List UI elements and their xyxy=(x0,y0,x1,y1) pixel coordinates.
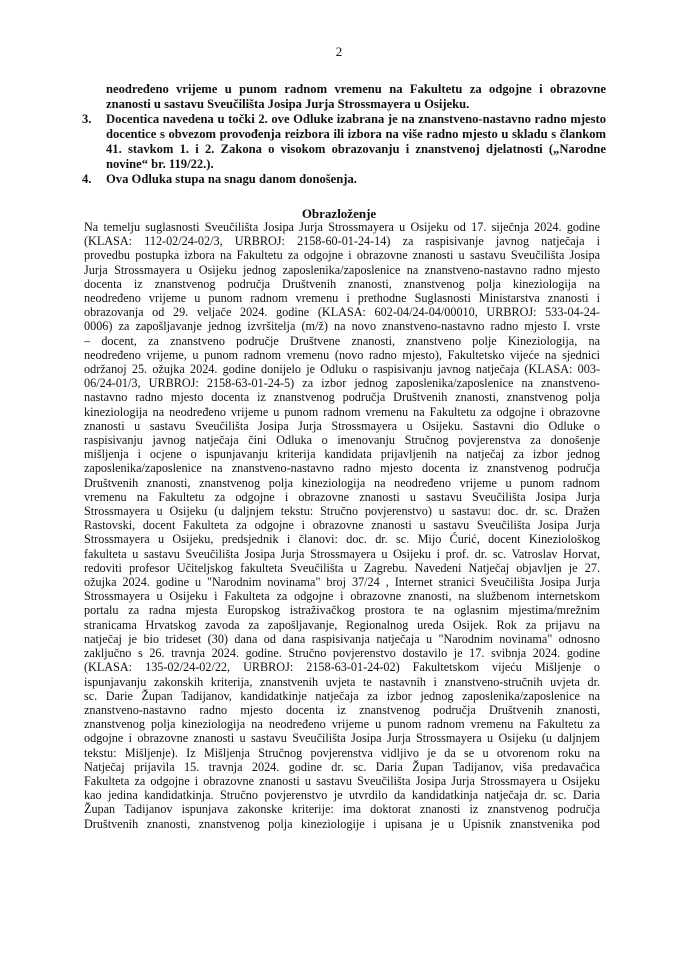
page-number: 2 xyxy=(335,44,343,59)
body-line: Fakulteta za odgojne i obrazovne znanosti u sastavu Sveučilišta Josipa Jurja Strossmayera u Osijeku xyxy=(84,773,600,788)
section-heading: Obrazloženje xyxy=(301,206,377,221)
body-line: neodređeno vrijeme, u punom radnom vremenu (novo radno mjesto), Fakultetsko vijeće na sjednici xyxy=(84,347,600,362)
explanation-body xyxy=(84,220,600,831)
item-number: 3. xyxy=(82,112,92,126)
decision-item xyxy=(82,112,606,172)
body-line: neodređeno vrijeme u punom radnom vremenu i prethodne Suglasnosti Ministarstva znanosti i xyxy=(84,291,600,306)
body-line: raspisivanju javnog natječaja čini Odluka o imenovanju Stručnog povjerenstva za donošenje xyxy=(84,433,600,448)
body-line: docenta iz znanstvenog područja Društvenih znanosti, znanstvenog polja kineziologija na xyxy=(84,276,600,291)
body-line: Na temelju suglasnosti Sveučilišta Josipa Jurja Strossmayera u Osijeku od 17. siječnja 2024. godine xyxy=(84,220,600,234)
body-line: portalu za radna mjesta Europskog istraživačkog prostora te na oglasnim mjestima/mrežnim xyxy=(84,603,600,618)
body-line: (KLASA: 135-02/24-02/22, URBROJ: 2158-63-01-24-02) Fakultetskom vijeću Mišljenje o xyxy=(84,660,600,675)
item-text: Docentica navedena u točki 2. ove Odluke izabrana je na znanstveno-nastavno radno mjesto docentice s obvezom provođenja reizbora ili izbora na više radno mjesto u skladu s člankom 41. stavkom 1. i 2. Zakona o visokom obrazovanju i znanstvenoj djelatnosti („Narodne novine“ br. 119/22.). xyxy=(106,112,606,171)
body-line: provedbu postupka izbora na Fakultetu za odgojne i obrazovne znanosti u sastavu Sveučilišta Josipa xyxy=(84,248,600,263)
body-line: natječaj je bio trideset (30) dana od dana raspisivanja natječaja u "Narodnim novinama" odnosno xyxy=(84,631,600,646)
body-line: zaposlenika/zaposlenice na znanstveno-nastavno radno mjesto docenta iz znanstvenog područja xyxy=(84,461,600,476)
decision-item xyxy=(82,172,606,187)
body-line: redoviti profesor Učiteljskog fakulteta Sveučilišta u Zagrebu. Navedeni Natječaj objavljen je 27. xyxy=(84,560,600,575)
body-line: Strossmayera u Osijeku (u daljnjem tekstu: Stručno povjerenstvo) u sastavu: doc. dr. sc. Dražen xyxy=(84,504,600,519)
body-line: zaključno s 26. travnja 2024. godine. Stručno povjerenstvo dostavilo je 17. svibnja 2024. godine xyxy=(84,646,600,661)
body-line: kineziologija na neodređeno vrijeme u punom radnom vremenu na Fakultetu za odgojne i obrazovne xyxy=(84,404,600,419)
continuation-text: neodređeno vrijeme u punom radnom vremenu na Fakultetu za odgojne i obrazovne znanosti u sastavu Sveučilišta Josipa Jurja Strossmayera u Osijeku. xyxy=(106,82,606,111)
body-line: Rastovski, docent Fakulteta za odgojne i obrazovne znanosti u sastavu Sveučilišta Josipa Jurja xyxy=(84,518,600,533)
body-line: 06/24-01/3, URBROJ: 2158-63-01-24-5) za izbor jednog zaposlenika/zaposlenice na znanstveno- xyxy=(84,376,600,391)
body-line: znanstvenog polja kineziologija na neodređeno vrijeme u punom radnom vremenu na Fakultetu za xyxy=(84,717,600,732)
body-line: 0006) za zapošljavanje jednog izvršitelja (m/ž) na novo znanstveno-nastavno radno mjesto I. vrste xyxy=(84,319,600,334)
body-line: znanstveno-nastavno radno mjesto docenta iz znanstvenog područja Društvenih znanosti, xyxy=(84,702,600,717)
decision-items xyxy=(82,112,606,187)
body-line: kao jedina kandidatkinja. Stručno povjerenstvo je utvrdilo da kandidatkinja natječaja dr. sc. Daria xyxy=(84,788,600,803)
body-line: fakulteta u sastavu Sveučilišta Josipa Jurja Strossmayera u Osijeku i prof. dr. sc. Vatroslav Horvat, xyxy=(84,546,600,561)
body-line: znanosti u sastavu Sveučilišta Josipa Jurja Strossmayera u Osijeku. Sastavni dio Odluke o xyxy=(84,418,600,433)
body-line: nastavno radno mjesto docenta iz znanstvenog područja Društvenih znanosti, znanstvenog polja xyxy=(84,390,600,405)
body-line: Natječaj prijavila 15. travnja 2024. godine dr. sc. Daria Župan Tadijanov, viša predavačica xyxy=(84,759,600,774)
decision-continuation xyxy=(106,82,606,112)
body-line: Društvenih znanosti, znanstvenog polja kineziologije i upisana je u Upisnik znanstvenika pod xyxy=(84,816,600,831)
body-line: Župan Tadijanov ispunjava zakonske kriterije: ima doktorat znanosti iz znanstvenog područja xyxy=(84,802,600,817)
body-line: (KLASA: 112-02/24-02/3, URBROJ: 2158-60-01-24-14) za raspisivanje javnog natječaja i xyxy=(84,234,600,249)
body-line: vremenu na Fakultetu za odgojne i obrazovne znanosti u sastavu Sveučilišta Josipa Jurja xyxy=(84,489,600,504)
body-line: mišljenja i ocjene o ispunjavanju kriterija kandidata prijavljenih na natječaj za izbor jednog xyxy=(84,447,600,462)
body-line: tekstu: Mišljenje). Iz Mišljenja Stručnog povjerenstva vidljivo je da se u otvorenom roku na xyxy=(84,745,600,760)
body-line: stranicama Hrvatskog zavoda za zapošljavanje, Regionalnog ureda Osijek. Rok za prijavu na xyxy=(84,617,600,632)
body-line: ožujka 2024. godine u "Narodnim novinama" broj 37/24 , Internet stranici Sveučilišta Josipa Jurja xyxy=(84,575,600,590)
item-number: 4. xyxy=(82,172,92,186)
body-line: Strossmayera u Osijeku i Fakulteta za odgojne i obrazovne znanosti, na službenom internetskom xyxy=(84,589,600,604)
body-line: Strossmayera u Osijeku, predsjednik i članovi: doc. dr. sc. Mijo Ćurić, docent Kineziološkog xyxy=(84,532,600,547)
item-text: Ova Odluka stupa na snagu danom donošenja. xyxy=(106,172,357,186)
body-line: Jurja Strossmayera u Osijeku jednog zaposlenika/zaposlenice na znanstveno-nastavno radno mjesto xyxy=(84,262,600,277)
body-line: sc. Darie Župan Tadijanov, kandidatkinje natječaja za izbor jednog zaposlenika/zaposlenice na xyxy=(84,688,600,703)
body-line: ispunjavanju zakonskih kriterija, znanstvenih uvjeta te nastavnih i znanstveno-stručnih uvjeta dr. xyxy=(84,674,600,689)
body-line: – docent, za znanstveno područje Društvene znanosti, znanstveno polje Kineziologija, na xyxy=(84,333,600,348)
body-line: Društvenih znanosti, znanstvenog polja kineziologija na neodređeno vrijeme u punom radnom xyxy=(84,475,600,490)
body-line: održanoj 25. ožujka 2024. godine donijelo je Odluku o raspisivanju javnog natječaja (KLASA: 003- xyxy=(84,362,600,377)
body-line: obrazovanja od 29. veljače 2024. godine (KLASA: 602-04/24-04/00010, URBROJ: 533-04-24- xyxy=(84,305,600,320)
body-line: odgojne i obrazovne znanosti u sastavu Sveučilišta Josipa Jurja Strossmayera u Osijeku (u daljnjem xyxy=(84,731,600,746)
